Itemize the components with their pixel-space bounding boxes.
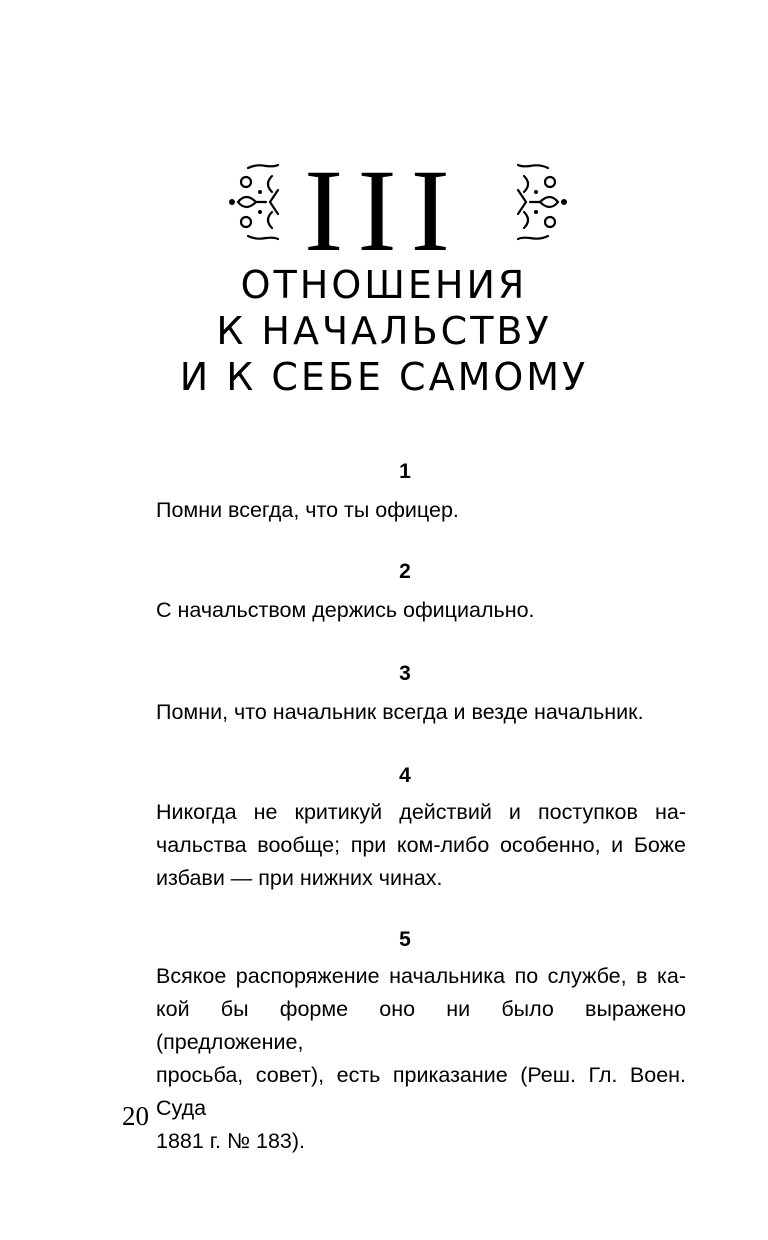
rule-text-line: Помни, что начальник всегда и везде начальник. — [156, 700, 644, 724]
rule-number: 5 — [399, 928, 411, 951]
chapter-title-line: К НАЧАЛЬСТВУ — [216, 309, 552, 353]
rule-text-line: чальства вообще; при ком-либо особенно, и Боже — [156, 833, 686, 857]
chapter-title-line: И К СЕБЕ САМОМУ — [179, 355, 589, 399]
rule-text — [156, 696, 686, 729]
rule-text — [156, 494, 686, 527]
rule-text — [156, 960, 686, 1158]
rule-text-line: Помни всегда, что ты офицер. — [156, 498, 459, 522]
rule-text — [156, 594, 686, 627]
rule-number: 3 — [399, 662, 411, 685]
rule-text-line: С начальством держись официально. — [156, 598, 535, 622]
rule-text-line: Никогда не критикуй действий и поступков на- — [156, 800, 686, 824]
rule-text-line: 1881 г. № 183). — [156, 1129, 306, 1153]
rule-text-line: избави — при нижних чинах. — [156, 866, 443, 890]
rule-text-line: Всякое распоряжение начальника по службе, в ка- — [156, 964, 686, 988]
chapter-title — [0, 262, 768, 400]
chapter-title-line: ОТНОШЕНИЯ — [240, 263, 528, 307]
chapter-numeral: III — [304, 145, 464, 276]
page-number: 20 — [122, 1101, 149, 1131]
rule-number: 1 — [399, 460, 411, 483]
rule-text — [156, 796, 686, 895]
rule-number: 4 — [399, 764, 411, 787]
rule-number: 2 — [399, 560, 411, 583]
rule-text-line: просьба, совет), есть приказание (Реш. Гл. Воен. Суда — [156, 1063, 686, 1120]
rule-text-line: кой бы форме оно ни было выражено (предложение, — [156, 997, 686, 1054]
